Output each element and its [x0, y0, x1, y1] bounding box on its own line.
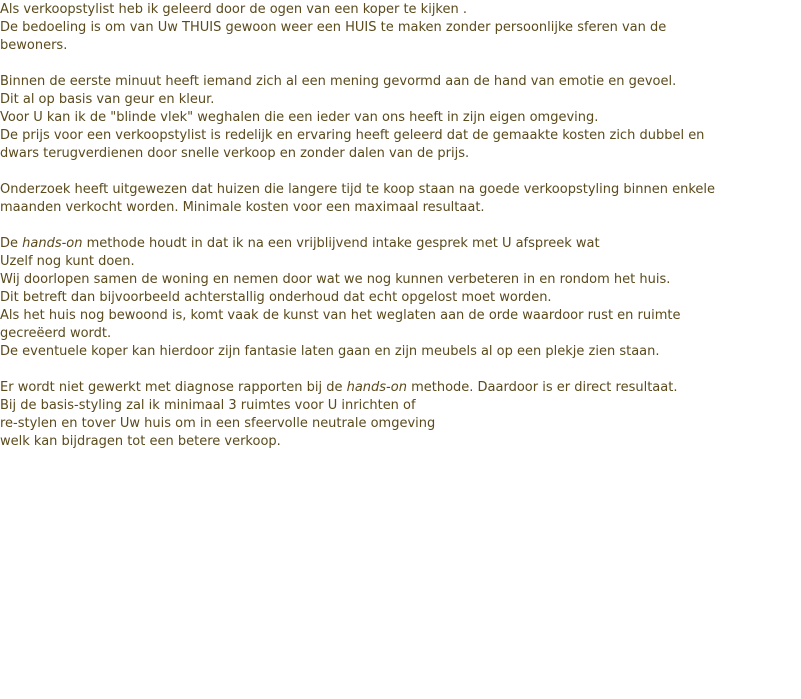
text-line: De prijs voor een verkoopstylist is redelijk en ervaring heeft geleerd dat de gemaakte kosten zich dubbel en — [0, 128, 705, 143]
text-line: Onderzoek heeft uitgewezen dat huizen die langere tijd te koop staan na goede verkoopstyling binnen enkele — [0, 182, 715, 197]
text-line: Bij de basis-styling zal ik minimaal 3 ruimtes voor U inrichten of — [0, 398, 416, 413]
paragraph-intro — [0, 1, 798, 55]
text-line: welk kan bijdragen tot een betere verkoop. — [0, 434, 281, 449]
text-segment: methode houdt in dat ik na een vrijblijvend intake gesprek met U afspreek wat — [82, 236, 600, 251]
text-line: bewoners. — [0, 38, 68, 53]
text-line: Voor U kan ik de "blinde vlek" weghalen die een ieder van ons heeft in zijn eigen omgeving. — [0, 110, 599, 125]
text-line: Dit al op basis van geur en kleur. — [0, 92, 215, 107]
text-line: maanden verkocht worden. Minimale kosten voor een maximaal resultaat. — [0, 200, 485, 215]
text-segment: Er wordt niet gewerkt met diagnose rapporten bij de — [0, 380, 347, 395]
paragraph-result — [0, 379, 798, 451]
emphasis-hands-on: hands-on — [346, 380, 407, 395]
article-body — [0, 1, 798, 469]
text-line: De eventuele koper kan hierdoor zijn fantasie laten gaan en zijn meubels al op een plekje zien staan. — [0, 344, 660, 359]
text-segment: De — [0, 236, 23, 251]
text-line: gecreëerd wordt. — [0, 326, 112, 341]
text-segment: methode. Daardoor is er direct resultaat. — [406, 380, 678, 395]
paragraph-hands-on-method — [0, 235, 798, 361]
text-line — [0, 235, 798, 253]
text-line: re-stylen en tover Uw huis om in een sfeervolle neutrale omgeving — [0, 416, 436, 431]
text-line: De bedoeling is om van Uw THUIS gewoon weer een HUIS te maken zonder persoonlijke sferen van de — [0, 20, 667, 35]
text-line: Wij doorlopen samen de woning en nemen door wat we nog kunnen verbeteren in en rondom het huis. — [0, 272, 671, 287]
text-line: Als het huis nog bewoond is, komt vaak de kunst van het weglaten aan de orde waardoor rust en ruimte — [0, 308, 681, 323]
paragraph-first-impression — [0, 73, 798, 163]
emphasis-hands-on: hands-on — [22, 236, 83, 251]
text-line: Als verkoopstylist heb ik geleerd door de ogen van een koper te kijken . — [0, 2, 467, 17]
text-line: dwars terugverdienen door snelle verkoop en zonder dalen van de prijs. — [0, 146, 470, 161]
text-line — [0, 379, 798, 397]
text-line: Uzelf nog kunt doen. — [0, 254, 135, 269]
paragraph-research — [0, 181, 798, 217]
text-line: Dit betreft dan bijvoorbeeld achterstallig onderhoud dat echt opgelost moet worden. — [0, 290, 552, 305]
text-line: Binnen de eerste minuut heeft iemand zich al een mening gevormd aan de hand van emotie en gevoel. — [0, 74, 677, 89]
